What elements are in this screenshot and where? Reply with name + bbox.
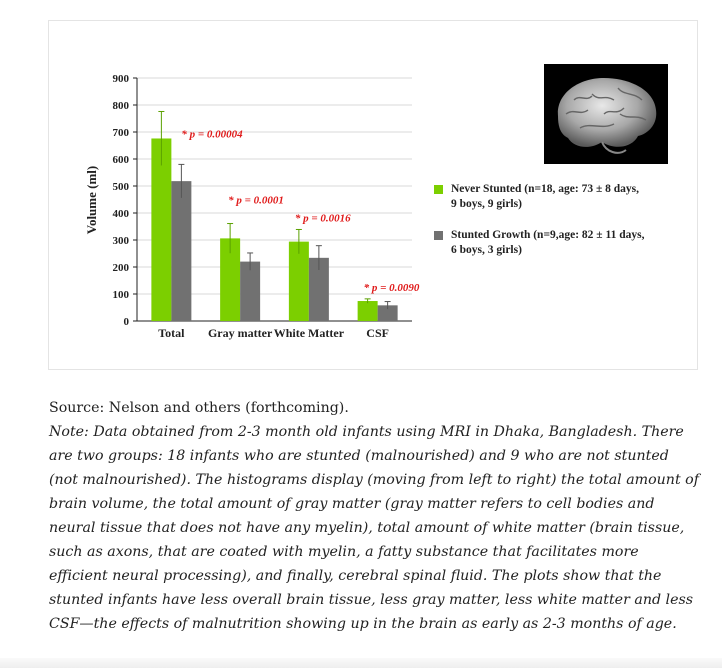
legend-line: 9 boys, 9 girls) [451,198,522,210]
y-axis-label: Volume (ml) [84,165,99,235]
p-value-annotation: * p = 0.0090 [363,281,420,294]
legend-line: 6 boys, 3 girls) [451,244,522,256]
y-tick-label: 800 [112,100,129,112]
figure-caption [49,396,699,636]
bar [171,181,191,321]
brain-image [544,64,668,164]
legend-swatch-green [434,185,443,194]
p-value-annotation: * p = 0.0016 [294,212,351,225]
page-bottom-edge [0,658,722,668]
legend-item-stunted-growth [434,228,684,258]
caption-source: Source: Nelson and others (forthcoming). [49,400,349,416]
y-tick-label: 300 [112,235,129,247]
x-tick-label: Total [158,326,185,340]
brain-mri-icon [544,64,668,164]
p-value-annotation: * p = 0.0001 [228,194,284,207]
bar [358,301,378,321]
x-tick-label: Gray matter [207,326,273,340]
x-tick-label: White Matter [273,326,345,340]
p-value-annotation: * p = 0.00004 [181,128,243,141]
caption-note: Note: Data obtained from 2-3 month old infants using MRI in Dhaka, Bangladesh. There are two groups: 18 infants who are stunted (malnourished) and 9 who are not stunted (not malnourished). The histograms display (moving from left to right) the total amount of brain volume, the total amount of gray matter (gray matter refers to cell bodies and neural tissue that does not have any myelin), total amount of white matter (brain tissue, such as axons, that are coated with myelin, a fatty substance that facilitates more efficient neural processing), and finally, cerebral spinal fluid. The plots show that the stunted infants have less overall brain tissue, less gray matter, less white matter and less CSF—the effects of malnutrition showing up in the brain as early as 2-3 months of age. [49,424,699,632]
y-tick-label: 900 [112,73,129,85]
legend-text [451,182,639,212]
y-tick-label: 400 [112,208,129,220]
x-tick-label: CSF [366,326,389,340]
legend-line: Stunted Growth (n=9,age: 82 ± 11 days, [451,229,645,241]
bar [151,138,171,321]
y-tick-label: 600 [112,154,129,166]
bar [240,262,260,321]
y-tick-label: 100 [112,289,129,301]
y-tick-label: 0 [123,316,129,328]
y-tick-label: 200 [112,262,129,274]
y-tick-label: 700 [112,127,129,139]
legend-swatch-gray [434,231,443,240]
legend-text [451,228,644,258]
legend-item-never-stunted [434,182,684,212]
y-tick-label: 500 [112,181,129,193]
legend-line: Never Stunted (n=18, age: 73 ± 8 days, [451,183,640,195]
